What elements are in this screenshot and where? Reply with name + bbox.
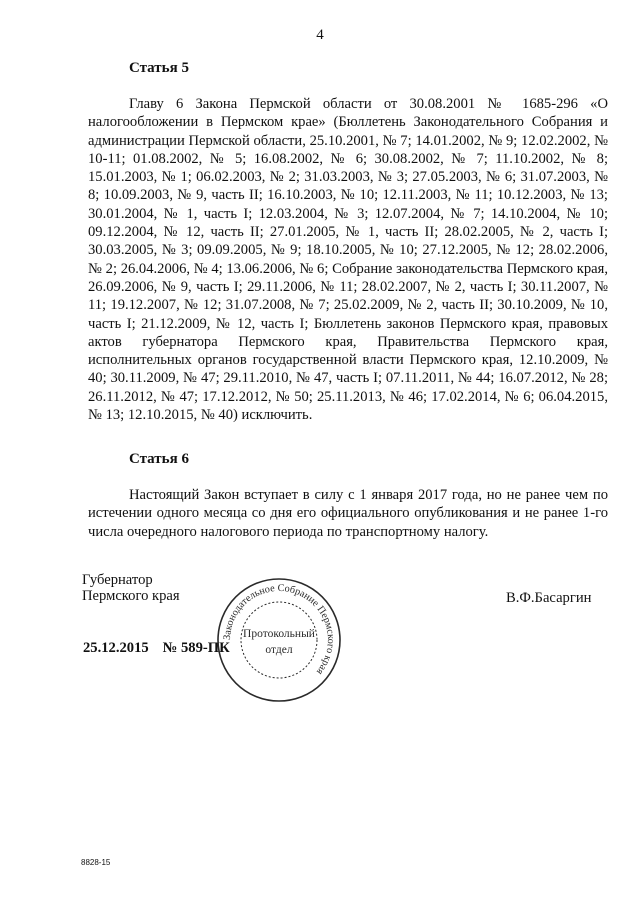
signature-position-line1: Губернатор bbox=[82, 572, 153, 588]
official-stamp bbox=[214, 575, 344, 705]
stamp-center-line2: отдел bbox=[265, 644, 293, 656]
stamp-ring-text: Законодательное Собрание Пермского края bbox=[221, 582, 337, 677]
article-6-text: Настоящий Закон вступает в силу с 1 января 2017 года, но не ранее чем по истечении одного месяца со дня его официального опубликования и не ранее 1-го числа очередного налогового периода по транспортному налогу. bbox=[88, 487, 608, 540]
law-number: № 589-ПК bbox=[162, 640, 230, 656]
article-6-heading: Статья 6 bbox=[129, 451, 189, 467]
signature-position bbox=[82, 572, 180, 604]
document-code: 8828-15 bbox=[81, 858, 111, 867]
article-5-heading: Статья 5 bbox=[129, 60, 189, 76]
page-number: 4 bbox=[316, 27, 324, 43]
stamp-center-line1: Протокольный bbox=[243, 628, 315, 640]
stamp-outer-circle bbox=[218, 579, 340, 701]
article-5-text: Главу 6 Закона Пермской области от 30.08.2001 № 1685-296 «О налогообложении в Пермском крае» (Бюллетень Законодательного Собрания и администрации Пермской области, 25.10.2001, № 7; 14.01.2002, № 9; 12.02.2002, № 10-11; 01.08.2002, № 5; 16.08.2002, № 6; 30.08.2002, № 7; 11.10.2002, № 8; 15.01.2003, № 1; 06.02.2003, № 2; 31.03.2003, № 3; 27.05.2003, № 6; 31.07.2003, № 8; 10.09.2003, № 9, часть II; 16.10.2003, № 10; 12.11.2003, № 11; 10.12.2003, № 13; 30.01.2004, № 1, часть I; 12.03.2004, № 3; 12.07.2004, № 7; 14.10.2004, № 10; 09.12.2004, № 12, часть II; 27.01.2005, № 1, часть II; 28.02.2005, № 2, часть I; 30.03.2005, № 3; 09.09.2005, № 9; 18.10.2005, № 10; 27.12.2005, № 12; 28.02.2006, № 2; 26.04.2006, № 4; 13.06.2006, № 6; Собрание законодательства Пермского края, 26.09.2006, № 9, часть I; 29.11.2006, № 11; 28.02.2007, № 2, часть I; 30.11.2007, № 11; 19.12.2007, № 12; 31.07.2008, № 7; 25.02.2009, № 2, часть II; 30.10.2009, № 10, часть I; 21.12.2009, № 12, часть I; Бюллетень законов Пермского края, правовых актов губернатора Пермского края, Правительства Пермского края, исполнительных органов государственной власти Пермского края, 12.10.2009, № 40; 30.11.2009, № 47; 29.11.2010, № 47, часть I; 07.11.2011, № 44; 16.07.2012, № 28; 26.11.2012, № 47; 17.12.2012, № 50; 25.11.2013, № 46; 17.02.2014, № 6; 06.04.2015, № 13; 12.10.2015, № 40) исключить. bbox=[88, 96, 608, 424]
law-date: 25.12.2015 bbox=[83, 640, 149, 656]
stamp-inner-circle bbox=[241, 602, 317, 678]
signature-name: В.Ф.Басаргин bbox=[506, 590, 592, 606]
signature-position-line2: Пермского края bbox=[82, 588, 180, 604]
